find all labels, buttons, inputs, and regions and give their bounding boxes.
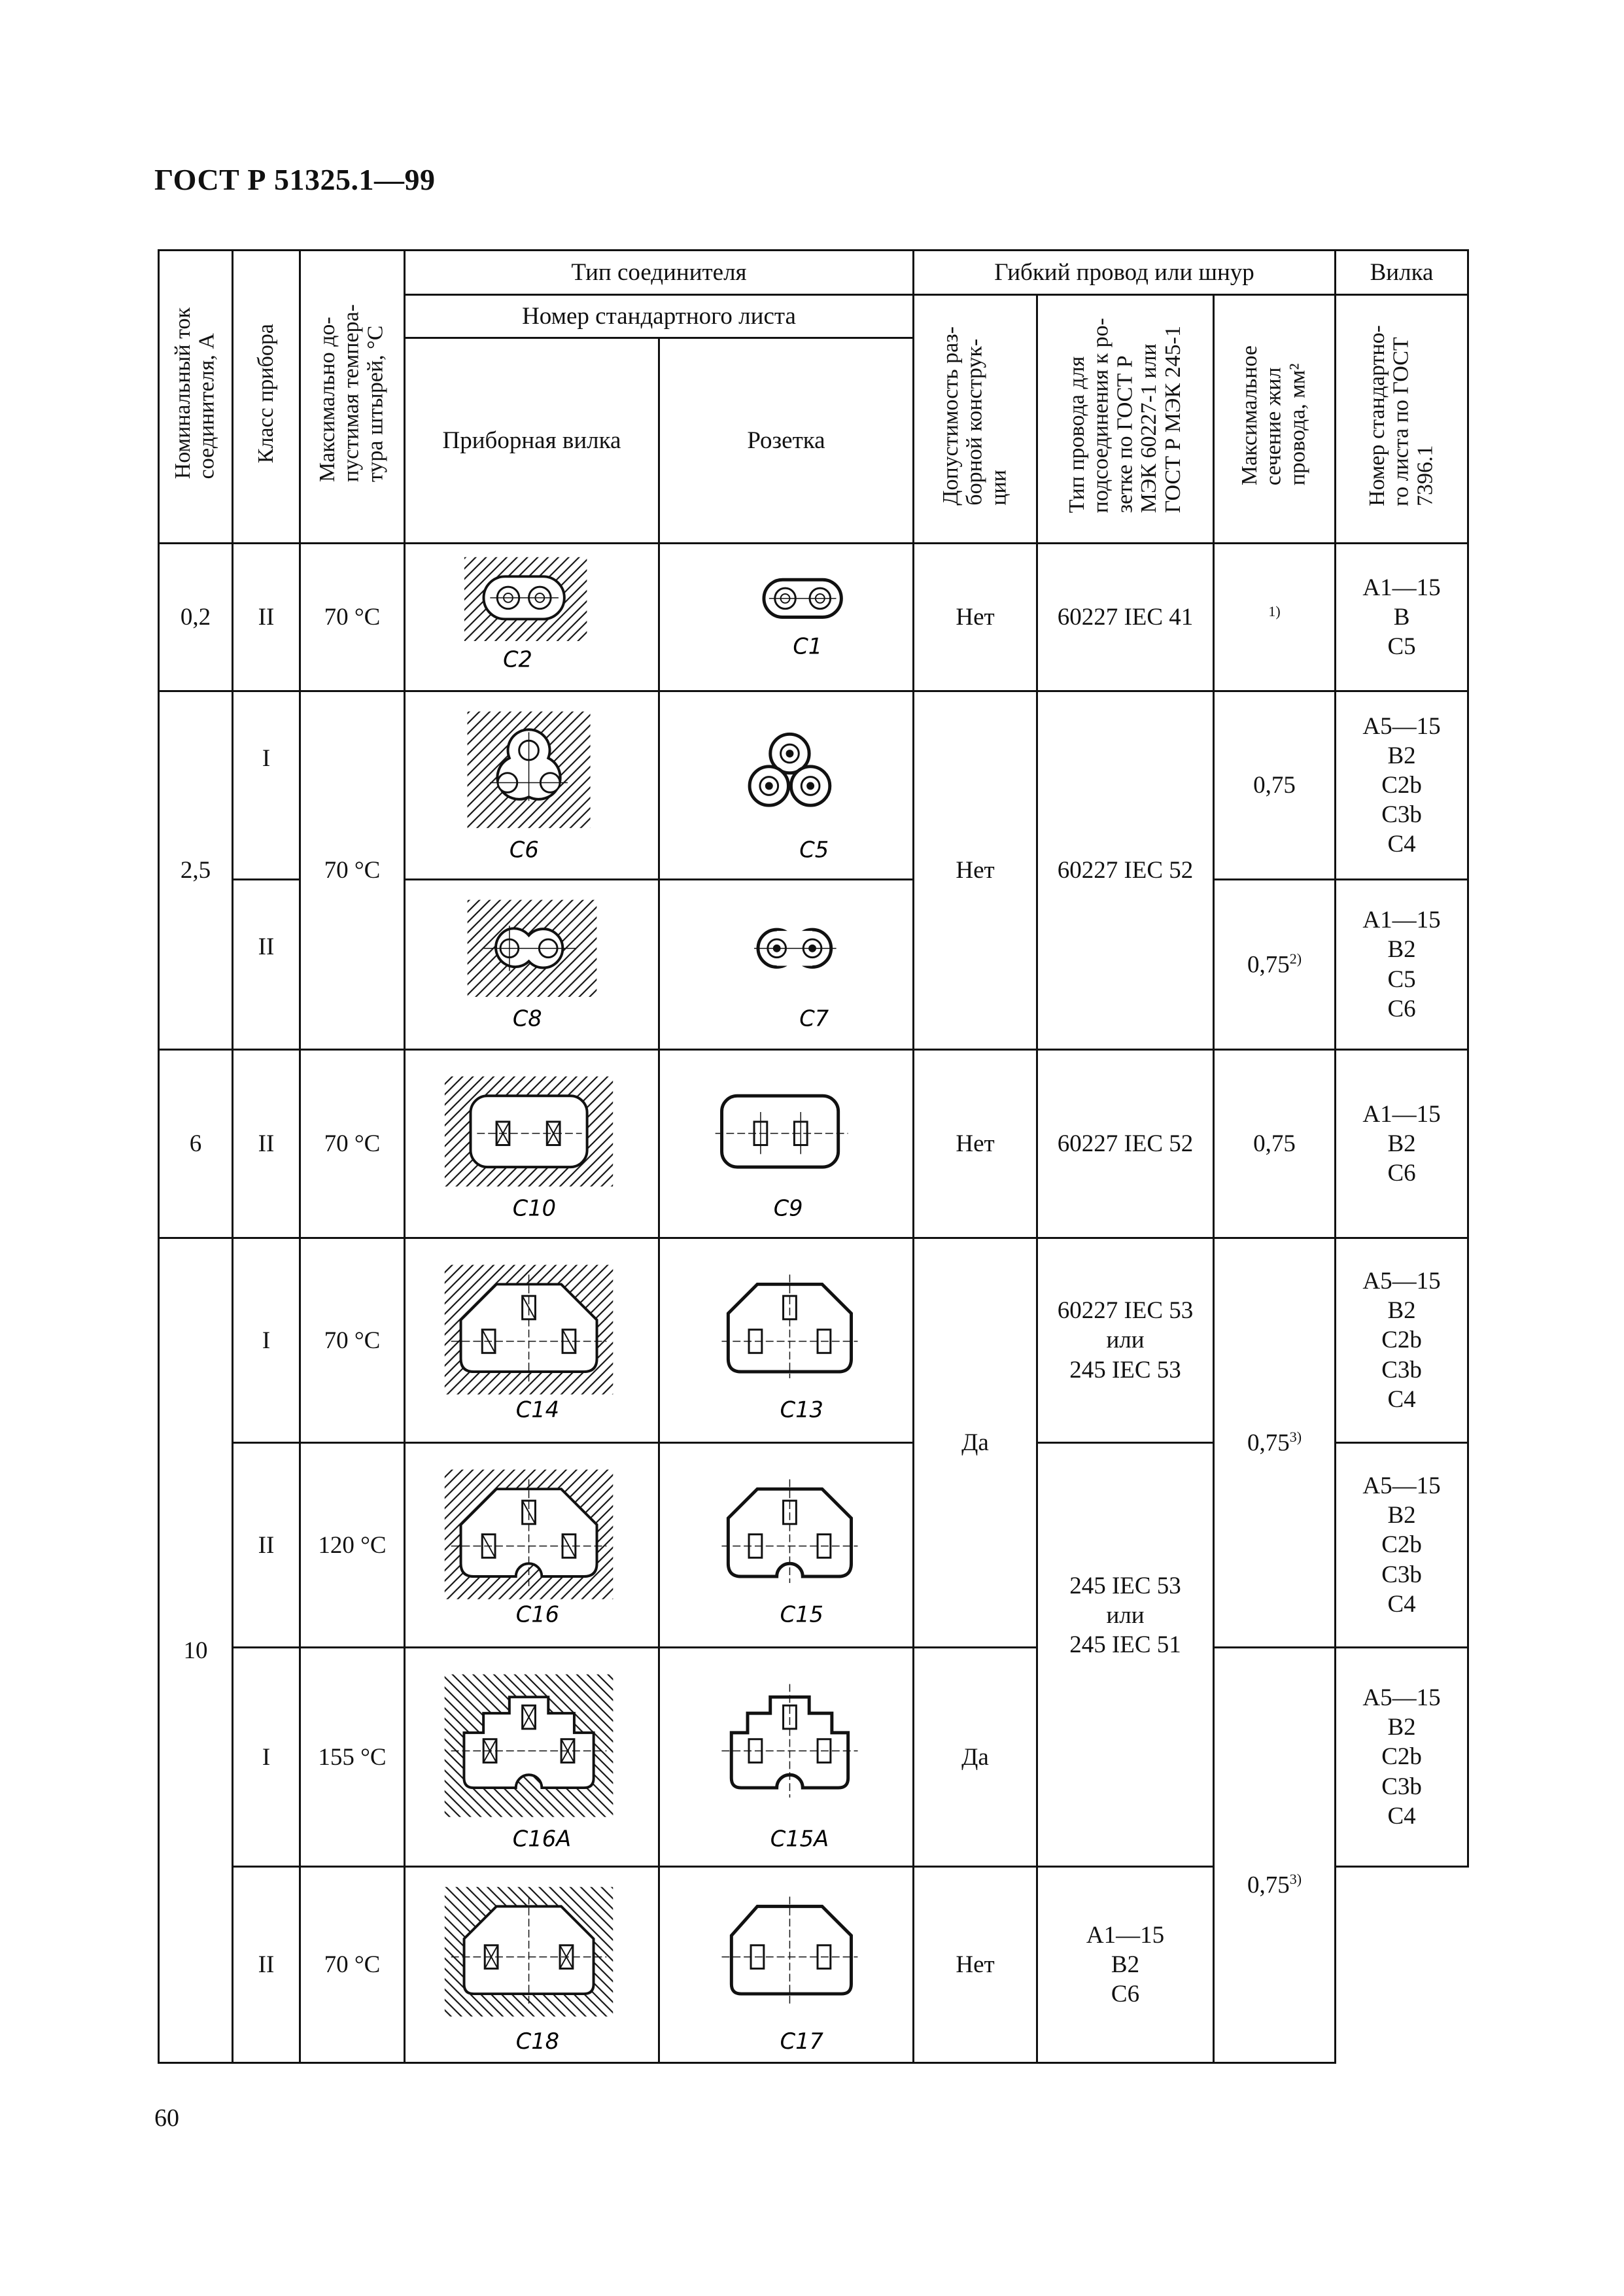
- plug-drawing-cell: [405, 544, 659, 691]
- cell-current: 10: [159, 1238, 233, 2063]
- cell-class: II: [233, 1867, 300, 2063]
- cell-cord-type: 60227 IEC 52: [1037, 691, 1214, 1050]
- socket-drawing-cell: [659, 1238, 914, 1443]
- cell-rewirable: Нет: [914, 544, 1037, 691]
- plug-c10-drawing: [406, 1051, 658, 1237]
- cell-plug-sheets: A1—15 B2 C6: [1336, 1050, 1468, 1238]
- cell-class: I: [233, 1238, 300, 1443]
- socket-c15a-drawing: [660, 1648, 912, 1866]
- socket-c13-drawing: [660, 1239, 912, 1442]
- plug-drawing-cell: [405, 1238, 659, 1443]
- header-max-section: Максимальное сечение жил провода, мм²: [1214, 295, 1336, 544]
- socket-drawing-cell: [659, 1648, 914, 1867]
- header-max-temp: Максимально до- пустимая темпера- тура штырей, °С: [300, 251, 405, 544]
- plug-c16-drawing: [406, 1444, 658, 1646]
- socket-code-label: C15: [780, 1601, 823, 1627]
- cell-temp: 70 °С: [300, 544, 405, 691]
- plug-drawing-cell: [405, 1648, 659, 1867]
- cell-temp: 70 °С: [300, 1050, 405, 1238]
- cell-cord-type: 60227 IEC 41: [1037, 544, 1214, 691]
- cell-temp: 70 °С: [300, 691, 405, 1050]
- cell-plug-sheets: A5—15 B2 C2b C3b C4: [1336, 691, 1468, 880]
- socket-code-label: C15A: [770, 1826, 829, 1852]
- cell-max-section: 1): [1214, 544, 1336, 691]
- socket-code-label: C7: [799, 1005, 829, 1032]
- header-appliance-plug: Приборная вилка: [405, 338, 659, 544]
- table-row: [159, 1648, 1468, 1867]
- header-sheet-number: Номер стандартного листа: [405, 295, 914, 338]
- socket-c7-drawing: [660, 880, 912, 1049]
- table-row: [159, 544, 1468, 691]
- cell-cord-type: 60227 IEC 52: [1037, 1050, 1214, 1238]
- cell-temp: 70 °С: [300, 1238, 405, 1443]
- socket-c17-drawing: [660, 1868, 912, 2062]
- cell-temp: 120 °С: [300, 1443, 405, 1648]
- socket-drawing-cell: [659, 1050, 914, 1238]
- socket-code-label: C17: [780, 2028, 823, 2055]
- plug-c18-drawing: [406, 1868, 658, 2062]
- plug-code-label: C14: [515, 1397, 560, 1423]
- plug-code-label: C8: [512, 1005, 542, 1032]
- cell-temp: 70 °С: [300, 1867, 405, 2063]
- plug-c6-drawing: [406, 692, 658, 878]
- cell-cord-type: 245 IEC 53 или 245 IEC 51: [1037, 1443, 1214, 1867]
- cell-class: I: [233, 1648, 300, 1867]
- plug-drawing-cell: [405, 880, 659, 1050]
- socket-drawing-cell: [659, 1443, 914, 1648]
- cell-plug-sheets: A1—15 B2 C6: [1037, 1867, 1214, 2063]
- table-row: [159, 1238, 1468, 1443]
- header-rated-current: Номинальный ток соединителя, А: [159, 251, 233, 544]
- plug-c14-drawing: [406, 1239, 658, 1442]
- cell-plug-sheets: A5—15 B2 C2b C3b C4: [1336, 1648, 1468, 1867]
- header-socket: Розетка: [659, 338, 914, 544]
- header-rewirable: Допустимость раз- борной конструк- ции: [914, 295, 1037, 544]
- socket-c1-drawing: [660, 544, 912, 690]
- cell-plug-sheets: A5—15 B2 C2b C3b C4: [1336, 1238, 1468, 1443]
- cell-max-section: 0,75$^{3)}$: [1214, 1648, 1336, 2063]
- plug-drawing-cell: [405, 691, 659, 880]
- socket-drawing-cell: [659, 1867, 914, 2063]
- document-title: ГОСТ Р 51325.1—99: [154, 163, 436, 196]
- plug-code-label: C16: [515, 1601, 560, 1627]
- socket-code-label: C1: [793, 633, 823, 659]
- plug-drawing-cell: [405, 1050, 659, 1238]
- cell-plug-sheets: A1—15 B C5: [1336, 544, 1468, 691]
- cell-max-section: 0,75: [1214, 691, 1336, 880]
- socket-code-label: C13: [780, 1397, 823, 1423]
- cell-plug-sheets: A1—15 B2 C5 C6: [1336, 880, 1468, 1050]
- cell-max-section: 0,75: [1214, 1050, 1336, 1238]
- plug-c2-drawing: [406, 544, 658, 690]
- cell-class: II: [233, 544, 300, 691]
- plug-code-label: C6: [509, 837, 539, 863]
- cell-current: 6: [159, 1050, 233, 1238]
- plug-code-label: C2: [503, 646, 532, 672]
- socket-drawing-cell: [659, 880, 914, 1050]
- plug-code-label: C16A: [512, 1826, 572, 1852]
- socket-drawing-cell: [659, 544, 914, 691]
- cell-class: II: [233, 1443, 300, 1648]
- socket-code-label: C5: [799, 837, 829, 863]
- table-row: [159, 691, 1468, 880]
- cell-current: 0,2: [159, 544, 233, 691]
- plug-drawing-cell: [405, 1867, 659, 2063]
- cell-plug-sheets: A5—15 B2 C2b C3b C4: [1336, 1443, 1468, 1648]
- cell-max-section: 0,75$^{2)}$: [1214, 880, 1336, 1050]
- socket-drawing-cell: [659, 691, 914, 880]
- cell-class: II: [233, 1050, 300, 1238]
- socket-c5-drawing: [660, 692, 912, 878]
- socket-c15-drawing: [660, 1444, 912, 1646]
- header-cord-type: Тип провода для подсоединения к ро- зетке по ГОСТ Р МЭК 60227-1 или ГОСТ Р МЭК 245-1: [1037, 295, 1214, 544]
- cell-rewirable: Да: [914, 1238, 1037, 1648]
- header-connector-type: Тип соединителя: [405, 251, 914, 295]
- header-plug-sheet: Номер стандартно- го листа по ГОСТ 7396.1: [1336, 295, 1468, 544]
- socket-code-label: C9: [773, 1195, 803, 1221]
- plug-code-label: C18: [515, 2028, 560, 2055]
- header-device-class: Класс прибора: [233, 251, 300, 544]
- cell-max-section: 0,75$^{3)}$: [1214, 1238, 1336, 1648]
- cell-temp: 155 °С: [300, 1648, 405, 1867]
- cell-cord-type: 60227 IEC 53 или 245 IEC 53: [1037, 1238, 1214, 1443]
- cell-class: I: [233, 691, 300, 880]
- header-plug: Вилка: [1336, 251, 1468, 295]
- plug-code-label: C10: [512, 1195, 557, 1221]
- cell-rewirable: Нет: [914, 1050, 1037, 1238]
- header-flex-cord: Гибкий провод или шнур: [914, 251, 1336, 295]
- cell-rewirable: Нет: [914, 1867, 1037, 2063]
- cell-class: II: [233, 880, 300, 1050]
- plug-drawing-cell: [405, 1443, 659, 1648]
- plug-c16a-drawing: [406, 1648, 658, 1866]
- connector-table: [158, 249, 1469, 2064]
- cell-rewirable: Нет: [914, 691, 1037, 1050]
- cell-rewirable: Да: [914, 1648, 1037, 1867]
- cell-current: 2,5: [159, 691, 233, 1050]
- page-number: 60: [154, 2104, 179, 2132]
- table-row: [159, 1050, 1468, 1238]
- plug-c8-drawing: [406, 880, 658, 1049]
- socket-c9-drawing: [660, 1051, 912, 1237]
